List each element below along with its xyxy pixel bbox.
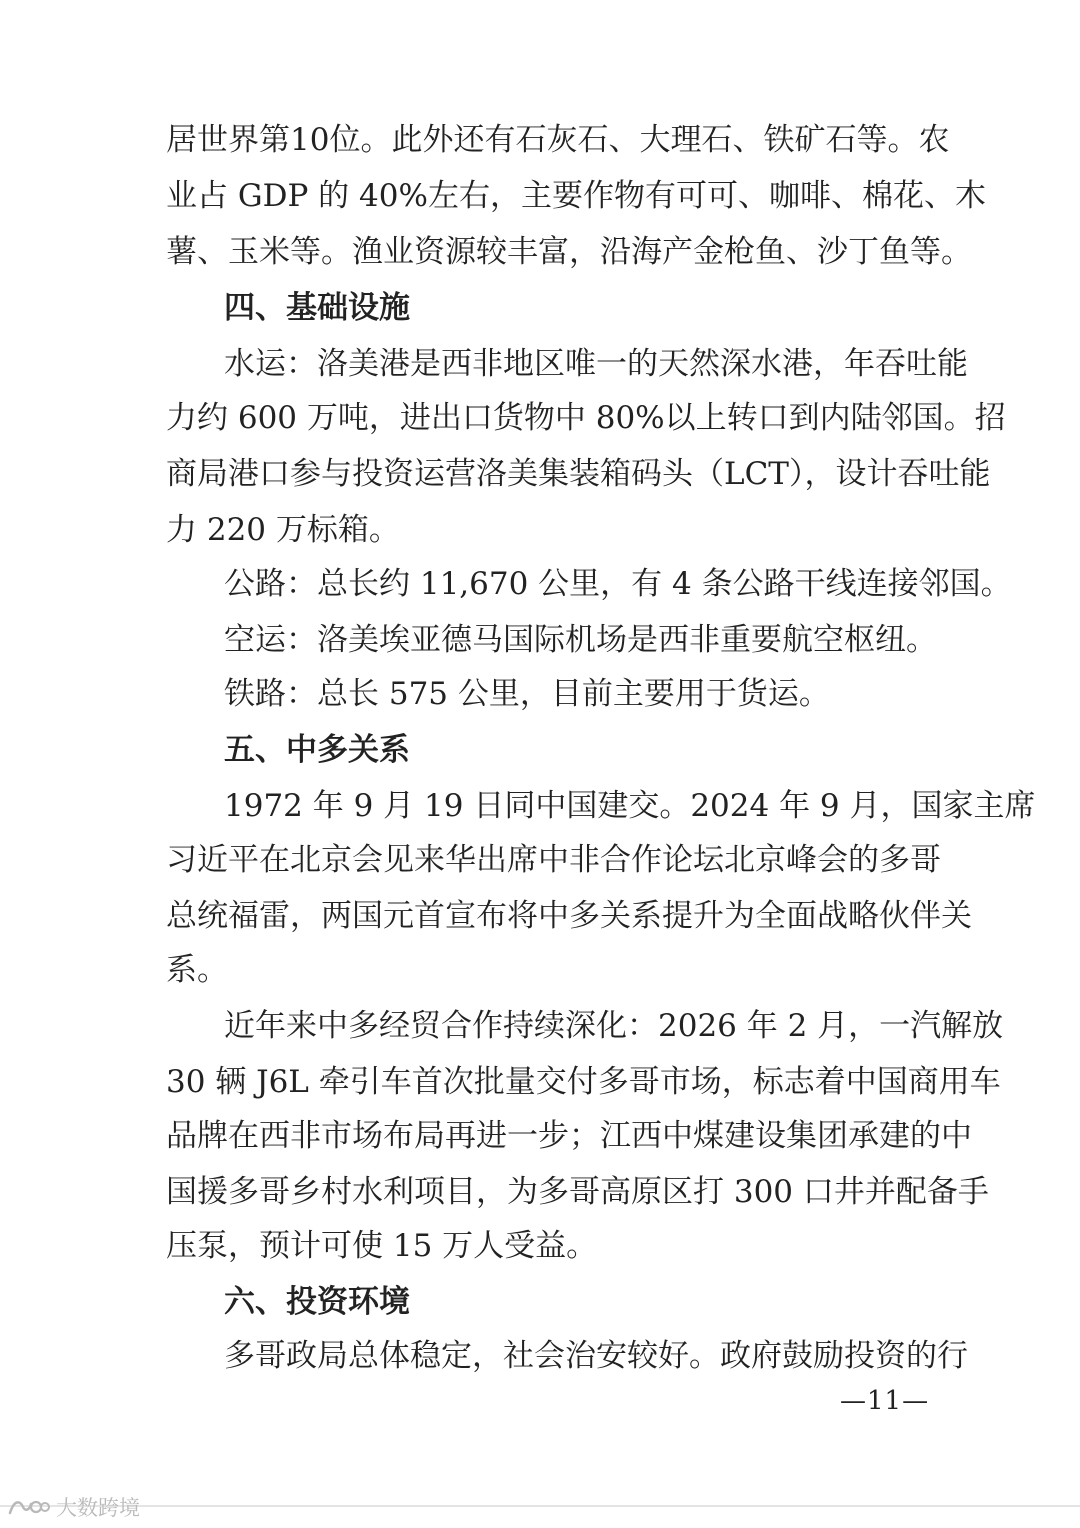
- section-heading: 四、基础设施: [224, 290, 410, 326]
- section-heading: 五、中多关系: [224, 732, 410, 768]
- text-line: 压泵，预计可使 15 万人受益。: [166, 1228, 598, 1264]
- text-line: 居世界第10位。此外还有石灰石、大理石、铁矿石等。农: [166, 122, 950, 158]
- page-number: —11—: [840, 1386, 930, 1416]
- text-line: 业占 GDP 的 40%左右，主要作物有可可、咖啡、棉花、木: [166, 178, 986, 214]
- text-line: 1972 年 9 月 19 日同中国建交。2024 年 9 月，国家主席: [224, 788, 1036, 824]
- bottom-divider: [0, 1505, 1080, 1507]
- text-line: 品牌在西非市场布局再进一步；江西中煤建设集团承建的中: [166, 1118, 972, 1154]
- text-line: 公路：总长约 11,670 公里，有 4 条公路干线连接邻国。: [224, 566, 1012, 602]
- text-line: 国援多哥乡村水利项目，为多哥高原区打 300 口井并配备手: [166, 1174, 989, 1210]
- text-line: 多哥政局总体稳定，社会治安较好。政府鼓励投资的行: [224, 1338, 968, 1374]
- watermark-text: 大数跨境: [56, 1496, 140, 1520]
- watermark: [6, 1492, 140, 1522]
- text-line: 商局港口参与投资运营洛美集装箱码头（LCT），设计吞吐能: [166, 456, 991, 492]
- section-heading: 六、投资环境: [224, 1284, 410, 1320]
- text-line: 30 辆 J6L 牵引车首次批量交付多哥市场，标志着中国商用车: [166, 1064, 1001, 1100]
- text-line: 总统福雷，两国元首宣布将中多关系提升为全面战略伙伴关: [166, 898, 972, 934]
- text-line: 近年来中多经贸合作持续深化：2026 年 2 月，一汽解放: [224, 1008, 1004, 1044]
- text-line: 铁路：总长 575 公里，目前主要用于货运。: [224, 676, 830, 712]
- brand-logo-icon: [6, 1496, 50, 1518]
- text-line: 水运：洛美港是西非地区唯一的天然深水港，年吞吐能: [224, 346, 968, 382]
- text-line: 力约 600 万吨，进出口货物中 80%以上转口到内陆邻国。招: [166, 400, 1006, 436]
- text-line: 力 220 万标箱。: [166, 512, 400, 548]
- text-line: 薯、玉米等。渔业资源较丰富，沿海产金枪鱼、沙丁鱼等。: [166, 234, 972, 270]
- text-line: 系。: [166, 952, 228, 988]
- text-line: 空运：洛美埃亚德马国际机场是西非重要航空枢纽。: [224, 622, 937, 658]
- text-line: 习近平在北京会见来华出席中非合作论坛北京峰会的多哥: [166, 842, 941, 878]
